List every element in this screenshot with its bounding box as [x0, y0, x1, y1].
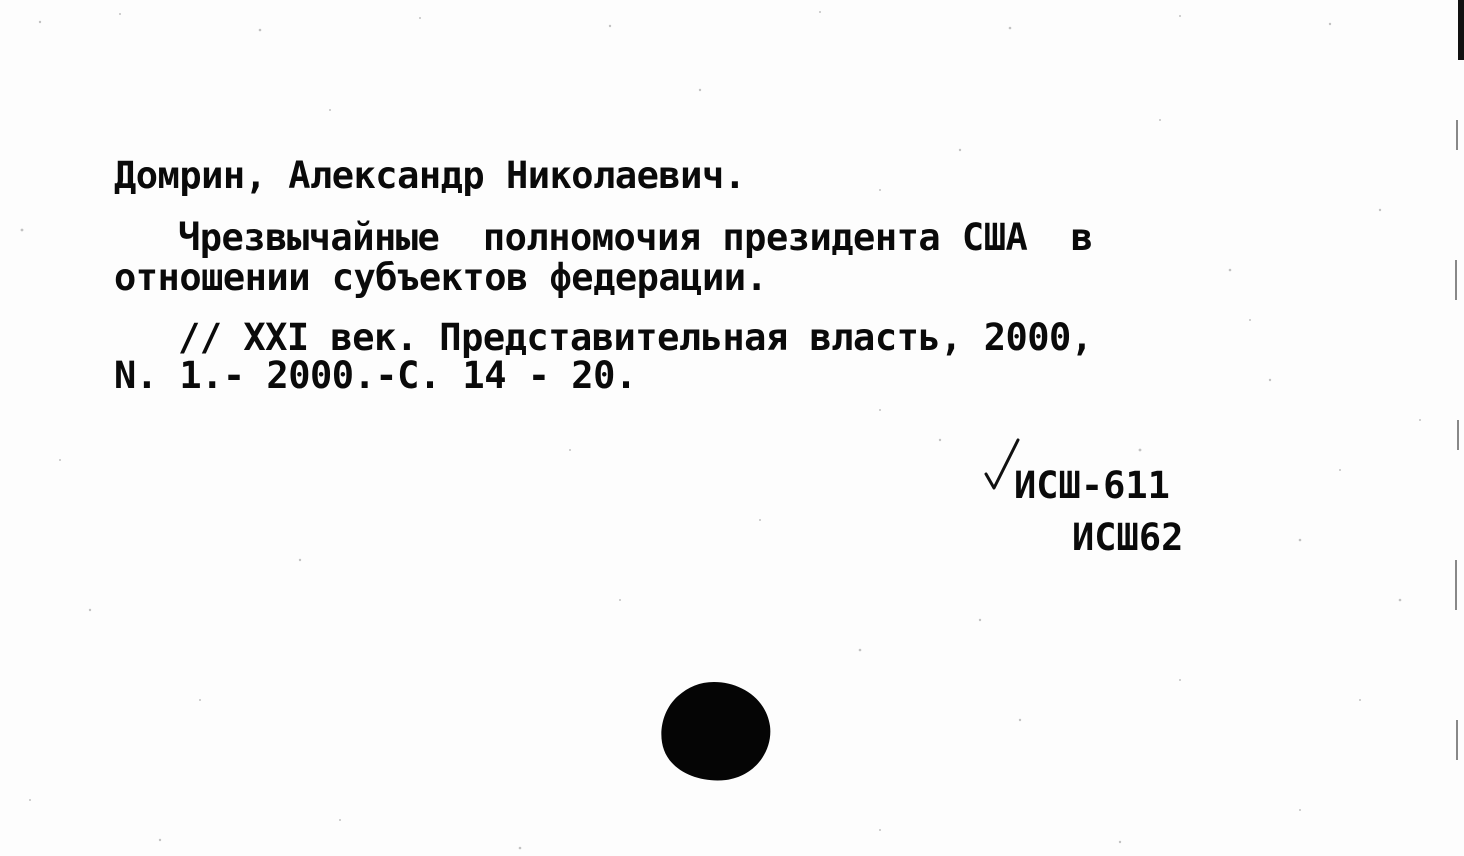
punch-hole	[656, 680, 774, 782]
card-edge-shadow	[1452, 0, 1464, 856]
title-line-1: Чрезвычайные полномочия президента США в	[178, 216, 1093, 259]
source-line-2: N. 1.- 2000.-С. 14 - 20.	[114, 354, 637, 397]
title-line-2: отношении субъектов федерации.	[114, 256, 768, 299]
call-number-1: ИСШ-611	[1014, 464, 1170, 507]
call-number-2: ИСШ62	[1072, 516, 1184, 559]
author-name: Домрин, Александр Николаевич.	[114, 154, 746, 197]
source-line-1: // XXI век. Представительная власть, 2000,	[178, 316, 1093, 359]
